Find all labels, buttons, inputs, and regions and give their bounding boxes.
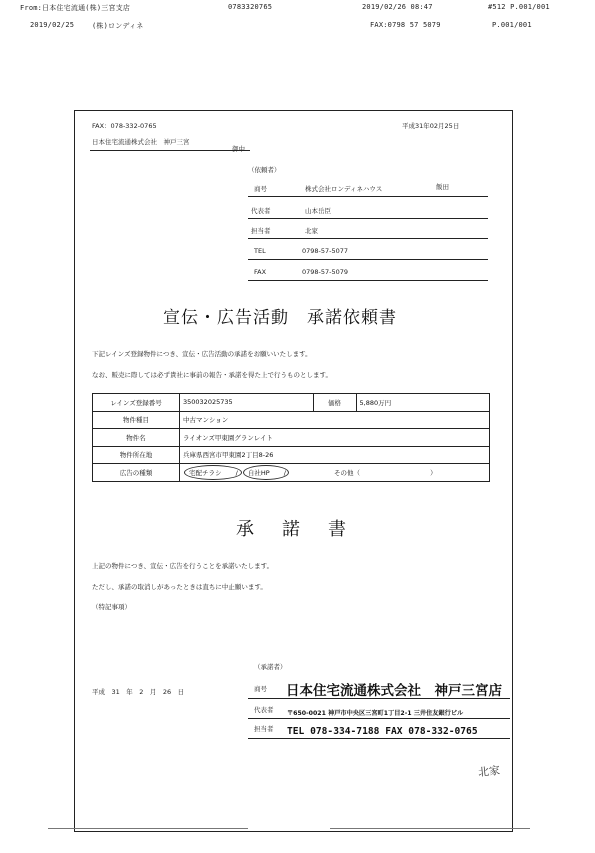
intro-line-2: なお、販売に際しては必ず貴社に事前の報告・承諾を得た上で行うものとします。	[92, 371, 332, 379]
requester-company: 株式会社ロンディネハウス	[305, 185, 383, 193]
requester-rep-underline	[248, 218, 488, 219]
fax-header-number: 0783320765	[228, 3, 273, 11]
requester-fax-label: FAX	[254, 268, 267, 276]
stamp-address: 〒650-0021 神戸市中央区三宮町1丁目2-1 三井住友銀行ビル	[287, 710, 464, 717]
consenter-contact-label: 担当者	[254, 725, 274, 733]
requester-company-person: 飯田	[436, 183, 449, 191]
media-flyer-text: 宅配チラシ	[189, 468, 222, 477]
requester-company-label: 商号	[254, 185, 267, 193]
media-options	[180, 464, 490, 482]
requester-tel-underline	[248, 259, 488, 260]
addressee-suffix: 御中	[232, 145, 245, 153]
requester-rep: 山本岳臣	[305, 207, 331, 215]
property-table	[92, 393, 490, 482]
requester-contact: 北家	[305, 227, 318, 235]
price-label: 価格	[313, 394, 356, 412]
reins-number: 350032025735	[180, 394, 314, 412]
reins-label: レインズ登録番号	[93, 394, 180, 412]
fax-header-from: From:日本住宅流通(株)三宮支店	[20, 4, 131, 12]
media-flyer-option	[189, 468, 222, 477]
fax-header-page: #512 P.001/001	[488, 3, 550, 11]
media-other-close: ）	[430, 468, 437, 477]
requester-fax-underline	[248, 280, 488, 281]
requester-label: （依頼者）	[248, 166, 281, 174]
fax-header-datetime: 2019/02/26 08:47	[362, 3, 433, 11]
media-separator: /	[235, 468, 238, 477]
addressee: 日本住宅流通株式会社 神戸三宮	[92, 138, 190, 146]
media-hp-text: 自社HP	[247, 468, 270, 477]
consent-date: 平成 31 年 2 月 26 日	[92, 688, 185, 696]
requester-rep-label: 代表者	[251, 207, 271, 215]
price-value: 5,880万円	[356, 394, 490, 412]
requester-contact-underline	[248, 238, 488, 239]
media-separator: /	[283, 468, 286, 477]
document-date: 平成31年02月25日	[402, 122, 460, 130]
requester-contact-label: 担当者	[251, 227, 271, 235]
fax-header-page-2: P.001/001	[492, 21, 532, 29]
table-row	[93, 464, 490, 482]
fax-number-line: FAX：078-332-0765	[92, 122, 157, 130]
stamp-company-name: 日本住宅流通株式会社 神戸三宮店	[286, 683, 502, 699]
handwritten-note: 北家	[477, 763, 501, 780]
name-value: ライオンズ甲東園グランレイト	[180, 429, 490, 447]
consenter-contact-underline	[248, 738, 510, 739]
document-title: 宣伝・広告活動 承諾依頼書	[163, 308, 397, 328]
name-label: 物件名	[93, 429, 180, 447]
selection-circle	[243, 465, 289, 480]
type-label: 物件種目	[93, 411, 180, 429]
consent-line-2: ただし、承諾の取消しがあったときは直ちに中止願います。	[92, 583, 267, 591]
fax-header-date-2: 2019/02/25	[30, 21, 75, 29]
addressee-underline	[90, 150, 250, 151]
media-other-text: その他（	[334, 468, 361, 477]
consenter-label: （承諾者）	[254, 663, 287, 671]
media-label: 広告の種類	[93, 464, 180, 482]
bottom-rule	[48, 828, 248, 829]
consenter-rep-underline	[248, 718, 510, 719]
remarks-label: （特記事項）	[92, 603, 131, 611]
fax-header-sender-2: (株)ロンディネ	[92, 22, 144, 30]
table-row	[93, 446, 490, 464]
intro-line-1: 下記レインズ登録物件につき、宣伝・広告活動の承諾をお願いいたします。	[92, 350, 312, 358]
requester-tel-label: TEL	[254, 247, 266, 255]
fax-header-fax-2: FAX:0798 57 5079	[370, 21, 441, 29]
consenter-trade-label: 商号	[254, 685, 267, 693]
table-row	[93, 429, 490, 447]
consent-line-1: 上記の物件につき、宣伝・広告を行うことを承諾いたします。	[92, 562, 274, 570]
requester-company-underline	[248, 196, 488, 197]
bottom-rule-right	[330, 828, 530, 829]
consenter-rep-label: 代表者	[254, 706, 274, 714]
selection-circle	[184, 465, 242, 480]
requester-tel: 0798-57-5077	[302, 247, 349, 255]
location-label: 物件所在地	[93, 446, 180, 464]
type-value: 中古マンション	[180, 411, 490, 429]
stamp-phone: TEL 078-334-7188 FAX 078-332-0765	[287, 726, 478, 737]
table-row	[93, 394, 490, 412]
requester-fax: 0798-57-5079	[302, 268, 349, 276]
table-row	[93, 411, 490, 429]
consent-title: 承諾書	[236, 519, 374, 540]
media-hp-option	[248, 468, 270, 477]
location-value: 兵庫県西宮市甲東園2丁目8-26	[180, 446, 490, 464]
